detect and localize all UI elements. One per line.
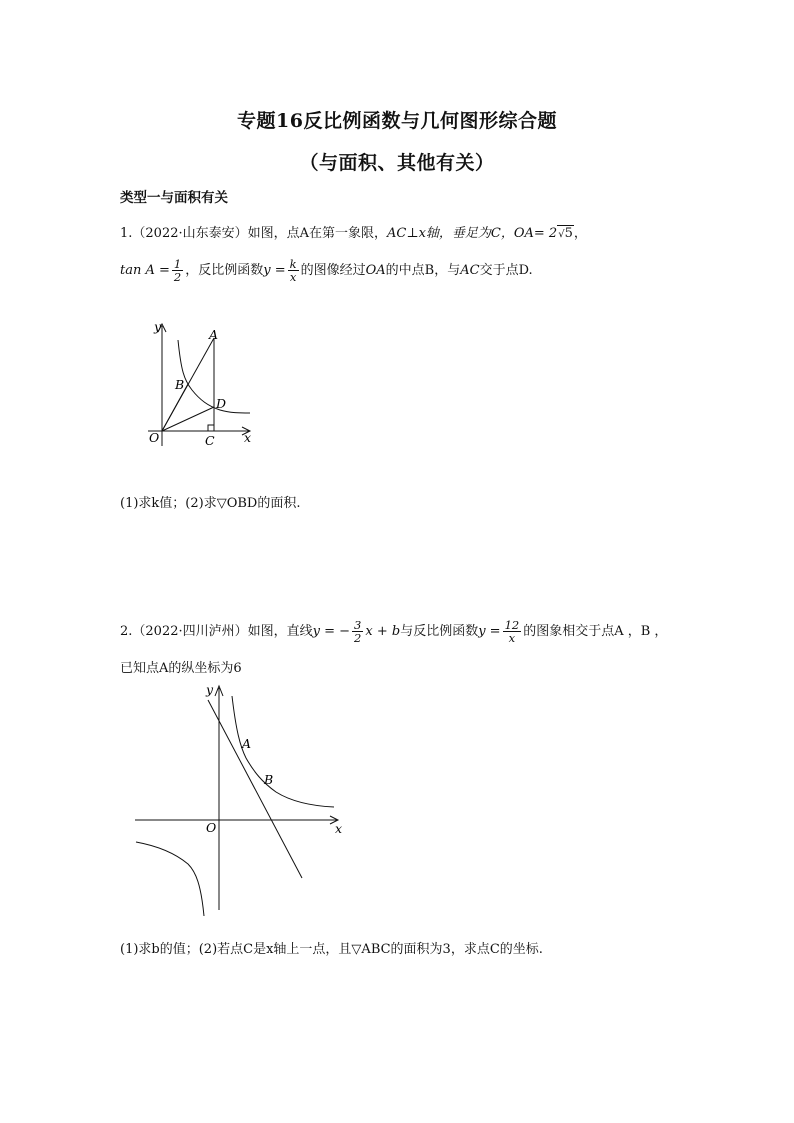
problem1-line1 bbox=[120, 222, 587, 241]
problem1-tan-fraction: $\frac{1}{2}$ bbox=[173, 257, 182, 284]
right-angle-mark bbox=[208, 425, 214, 431]
label-a: A bbox=[242, 736, 252, 751]
problem1-sqrt5: √5 bbox=[558, 226, 573, 241]
hyperbola-branch-1 bbox=[232, 696, 334, 807]
problem1-ac-label: AC bbox=[460, 263, 480, 278]
problem1-oa-label: OA bbox=[513, 226, 534, 241]
problem2-figure bbox=[130, 680, 350, 925]
problem1-k-fraction: $\frac{k}{x}$ bbox=[289, 257, 297, 284]
segment-od bbox=[162, 407, 214, 431]
page-subtitle: （与面积、其他有关） bbox=[299, 152, 495, 174]
problem1-y-eq: y = bbox=[263, 263, 286, 278]
problem1-text-d: 交于点D. bbox=[479, 263, 533, 278]
problem1-line2 bbox=[120, 258, 533, 283]
hyperbola-branch-2 bbox=[136, 842, 204, 916]
problem2-question: (1)求b的值；(2)若点C是x轴上一点，且▽ABC的面积为3，求点C的坐标. bbox=[120, 942, 543, 957]
problem1-source: （2022·山东泰安） bbox=[132, 226, 248, 241]
problem2-source: （2022·四川泸州） bbox=[132, 624, 248, 639]
label-a: A bbox=[209, 327, 219, 342]
problem2-y-eq2: y = bbox=[478, 624, 501, 639]
problem1-question: (1)求k值；(2)求▽OBD的面积. bbox=[120, 496, 301, 511]
problem1-oa-label2: OA bbox=[365, 263, 386, 278]
problem1-line1-end: ， bbox=[573, 226, 587, 241]
label-x: x bbox=[244, 430, 252, 445]
label-c: C bbox=[205, 433, 215, 448]
problem2-number: 2. bbox=[120, 624, 133, 639]
label-d: D bbox=[216, 396, 227, 411]
label-o: O bbox=[149, 430, 160, 445]
label-b: B bbox=[175, 377, 185, 392]
label-b: B bbox=[264, 772, 274, 787]
problem2-x-plus-b: x + b bbox=[365, 624, 401, 639]
label-o: O bbox=[206, 820, 217, 835]
problem2-text-c: 的图象相交于点A ，B ， bbox=[523, 624, 668, 639]
problem1-ac-perp: AC⊥x轴，垂足为C， bbox=[387, 226, 514, 241]
label-y: y bbox=[206, 682, 214, 697]
problem2-k-fraction: $\frac{12}{x}$ bbox=[504, 618, 520, 645]
problem1-number: 1. bbox=[120, 226, 133, 241]
label-y: y bbox=[154, 319, 162, 334]
problem2-slope-fraction: $\frac{3}{2}$ bbox=[354, 618, 362, 645]
problem1-text-c: 的中点B，与 bbox=[385, 263, 461, 278]
problem2-text-a: 如图，直线 bbox=[247, 624, 313, 639]
problem2-y-eq: y = − bbox=[312, 624, 351, 639]
problem1-oa-eq: = 2 bbox=[533, 226, 558, 241]
problem2-line2: 已知点A的纵坐标为6 bbox=[120, 661, 242, 676]
problem1-text-a: 如图，点A在第一象限， bbox=[247, 226, 388, 241]
label-x: x bbox=[335, 821, 343, 836]
section-heading: 类型一与面积有关 bbox=[120, 190, 228, 206]
problem1-figure bbox=[120, 318, 270, 453]
problem1-text-b: 的图像经过 bbox=[300, 263, 366, 278]
page-title: 专题16反比例函数与几何图形综合题 bbox=[237, 110, 557, 132]
problem1-tan-label: tan A = bbox=[120, 263, 170, 278]
problem1-text-mid: ，反比例函数 bbox=[185, 263, 264, 278]
straight-line bbox=[208, 700, 302, 878]
problem2-text-b: 与反比例函数 bbox=[400, 624, 479, 639]
problem2-line1 bbox=[120, 619, 667, 644]
